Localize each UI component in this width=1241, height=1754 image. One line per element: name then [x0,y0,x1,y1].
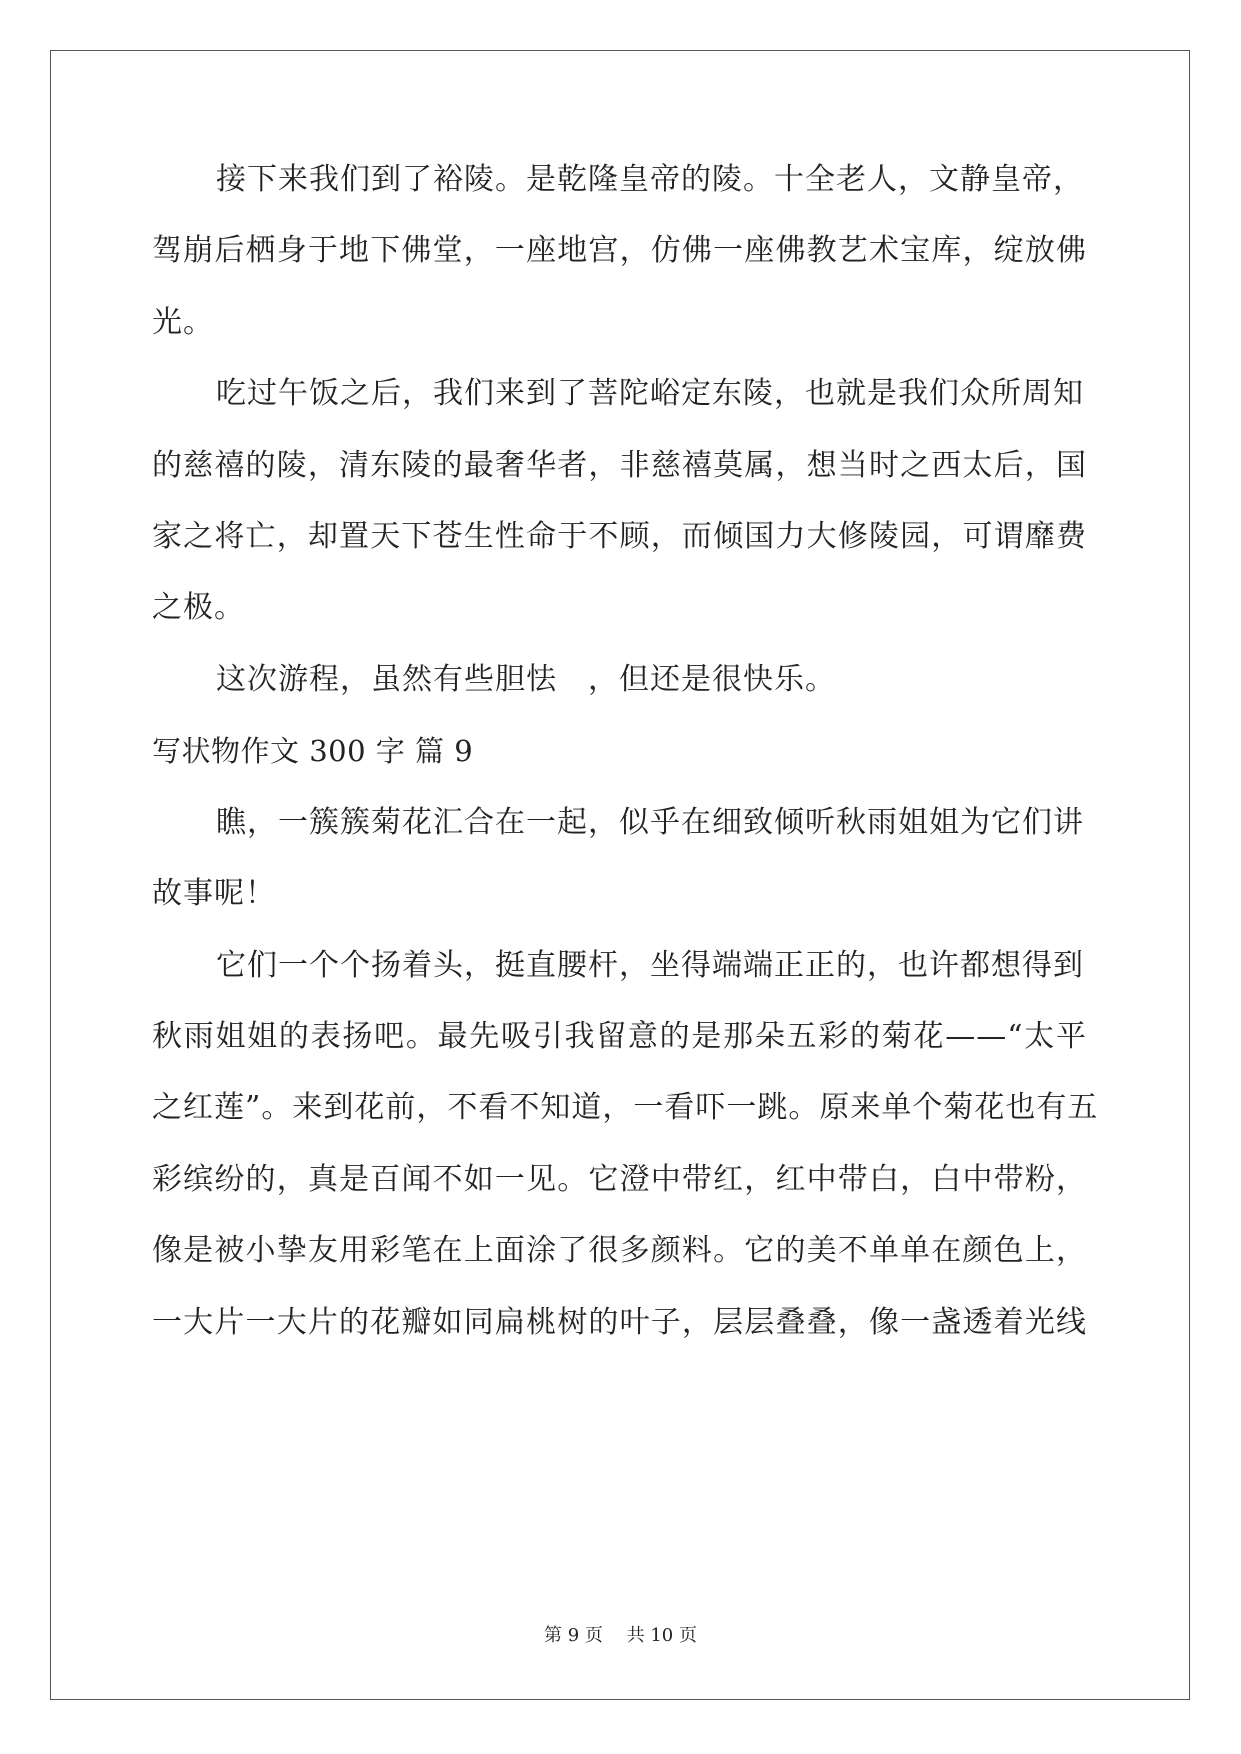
paragraph-line: 接下来我们到了裕陵。是乾隆皇帝的陵。十全老人，文静皇帝， [216,162,1084,197]
page-number-footer: 第 9 页 共 10 页 [544,1625,697,1646]
paragraph-line: 家之将亡，却置天下苍生性命于不顾，而倾国力大修陵园，可谓靡费 [152,519,1087,554]
paragraph-line: 秋雨姐姐的表扬吧。最先吸引我留意的是那朵五彩的菊花——“太平 [152,1019,1087,1054]
paragraph-line: 之极。 [152,590,245,625]
paragraph-line: 它们一个个扬着头，挺直腰杆，坐得端端正正的，也许都想得到 [216,948,1084,983]
paragraph-line: 的慈禧的陵，清东陵的最奢华者，非慈禧莫属，想当时之西太后，国 [152,448,1087,483]
paragraph-line: 这次游程，虽然有些胆怯 ，但还是很快乐。 [216,662,836,697]
paragraph-line: 彩缤纷的，真是百闻不如一见。它澄中带红，红中带白，白中带粉， [152,1162,1087,1197]
paragraph-line: 驾崩后栖身于地下佛堂，一座地宫，仿佛一座佛教艺术宝库，绽放佛 [152,233,1087,268]
paragraph-line: 光。 [152,305,214,340]
paragraph-line: 吃过午饭之后，我们来到了菩陀峪定东陵，也就是我们众所周知 [216,376,1084,411]
paragraph-line: 瞧，一簇簇菊花汇合在一起，似乎在细致倾听秋雨姐姐为它们讲 [216,805,1084,840]
paragraph-line: 故事呢！ [152,876,276,911]
paragraph-line: 一大片一大片的花瓣如同扁桃树的叶子，层层叠叠，像一盏透着光线 [152,1305,1087,1340]
paragraph-line: 之红莲”。来到花前，不看不知道，一看吓一跳。原来单个菊花也有五 [152,1090,1099,1125]
section-heading: 写状物作文 300 字 篇 9 [152,734,474,768]
paragraph-line: 像是被小挚友用彩笔在上面涂了很多颜料。它的美不单单在颜色上， [152,1233,1087,1268]
